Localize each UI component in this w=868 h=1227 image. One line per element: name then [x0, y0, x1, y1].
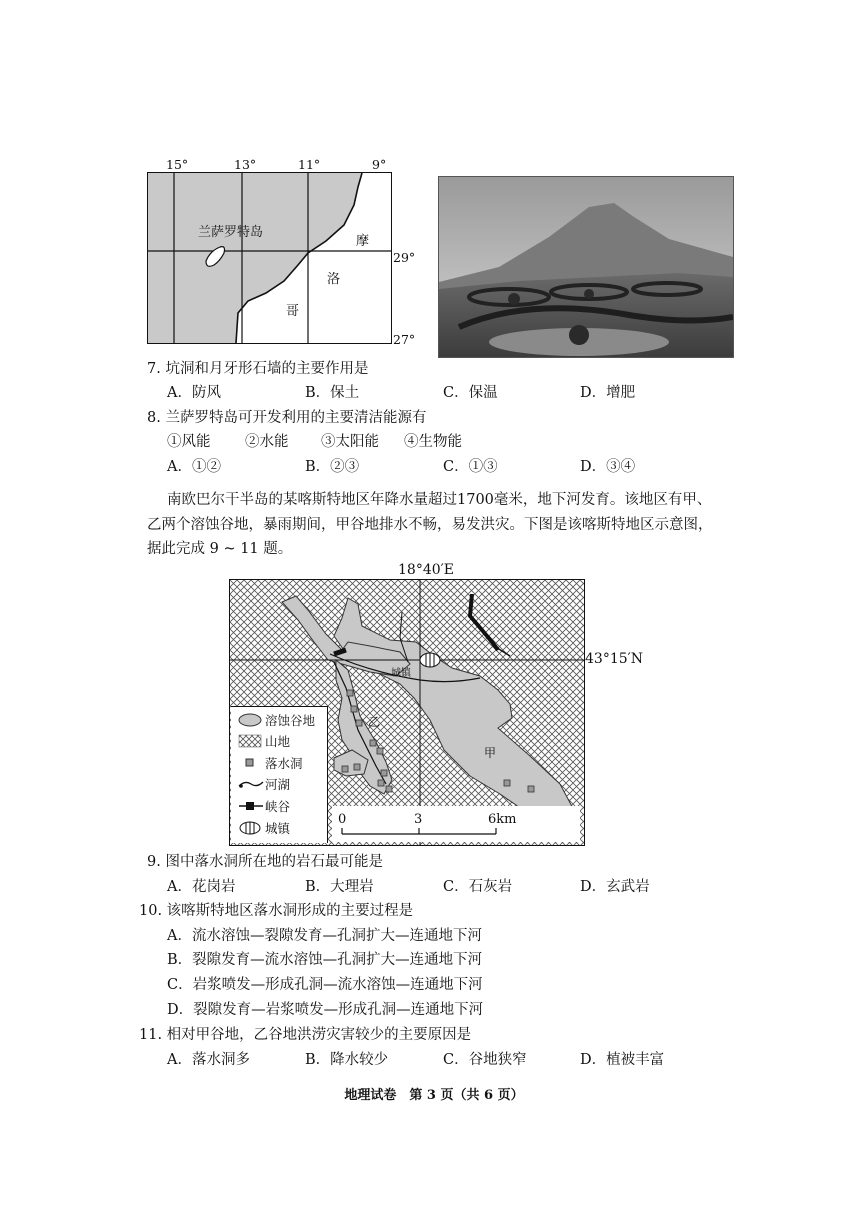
q11-option-b: B．降水较少: [305, 1052, 389, 1068]
q7-option-b: B．保土: [305, 385, 360, 401]
q10-option-b: B．裂隙发育—流水溶蚀—孔洞扩大—连通地下河: [167, 952, 483, 968]
country-char-3: 哥: [286, 304, 300, 319]
q8-option-c: C．①③: [443, 459, 498, 475]
map2-lat-label: 43°15′N: [585, 651, 644, 667]
page-footer: 地理试卷 第 3 页（共 6 页）: [344, 1088, 524, 1103]
legend-canyon: [237, 797, 290, 815]
lanzarote-island: [206, 247, 225, 267]
passage-line-1: 南欧巴尔干半岛的某喀斯特地区年降水量超过1700毫米，地下河发育。该地区有甲、: [167, 492, 712, 508]
q8-sub-1: ①风能: [167, 434, 211, 450]
legend-town: [237, 819, 290, 837]
legend-river-symbol: [237, 776, 265, 792]
q10-option-d: D．裂隙发育—岩浆喷发—形成孔洞—连通地下河: [167, 1002, 484, 1018]
q9-option-a: A．花岗岩: [167, 879, 236, 895]
question-11: [139, 1025, 471, 1045]
q10-number: 10.: [139, 903, 163, 919]
legend-mountain-symbol: [237, 733, 265, 749]
map2-lon-label: 18°40′E: [398, 562, 455, 578]
legend-town-symbol: [237, 820, 265, 836]
vineyard-photo-svg: [439, 177, 733, 357]
q7-option-c: C．保温: [443, 385, 498, 401]
legend-river-label: 河湖: [265, 777, 291, 792]
q8-option-b: B．②③: [305, 459, 360, 475]
legend-river: [237, 775, 290, 793]
q9-stem: 图中落水洞所在地的岩石最可能是: [165, 854, 383, 870]
q11-number: 11.: [139, 1027, 163, 1043]
passage-line-2: 乙两个溶蚀谷地，暴雨期间，甲谷地排水不畅，易发洪灾。下图是该喀斯特地区示意图，: [147, 517, 713, 533]
scale-0: 0: [338, 812, 347, 827]
legend-canyon-symbol: [237, 798, 265, 814]
passage-line-3: 据此完成 9 ~ 11 题。: [147, 541, 293, 557]
q10-option-c: C．岩浆喷发—形成孔洞—流水溶蚀—连通地下河: [167, 977, 483, 993]
question-7: [147, 359, 368, 379]
map1-lon-11: 11°: [298, 157, 321, 172]
country-char-2: 洛: [327, 272, 341, 287]
map1-lon-15: 15°: [166, 157, 189, 172]
legend-valley: [237, 711, 315, 729]
map1-lon-9: 9°: [372, 157, 387, 172]
lanzarote-map-svg: [148, 173, 391, 343]
q7-stem: 坑洞和月牙形石墙的主要作用是: [165, 361, 369, 377]
q10-option-a: A．流水溶蚀—裂隙发育—孔洞扩大—连通地下河: [167, 928, 482, 944]
q11-option-a: A．落水洞多: [167, 1052, 250, 1068]
scale-6km: 6km: [488, 812, 517, 827]
legend-valley-symbol: [237, 712, 265, 728]
town-label: 城镇: [391, 668, 411, 679]
q8-option-a: A．①②: [167, 459, 221, 475]
q10-stem: 该喀斯特地区落水洞形成的主要过程是: [166, 903, 414, 919]
q9-number: 9.: [147, 854, 161, 870]
q7-number: 7.: [147, 361, 161, 377]
map1-lat-27: 27°: [393, 332, 416, 347]
question-8: [147, 408, 426, 428]
q8-sub-3: ③太阳能: [321, 434, 379, 450]
valley-jia-label: 甲: [484, 746, 497, 760]
map1-lon-13: 13°: [234, 157, 257, 172]
q11-stem: 相对甲谷地，乙谷地洪涝灾害较少的主要原因是: [166, 1027, 472, 1043]
legend-valley-label: 溶蚀谷地: [265, 713, 316, 728]
q7-option-d: D．增肥: [580, 385, 636, 401]
q8-sub-2: ②水能: [245, 434, 289, 450]
legend-mountain: [237, 732, 290, 750]
q8-number: 8.: [147, 410, 161, 426]
legend-canyon-label: 峡谷: [265, 799, 291, 814]
q7-option-a: A．防风: [167, 385, 221, 401]
q11-option-d: D．植被丰富: [580, 1052, 665, 1068]
legend-town-label: 城镇: [265, 821, 291, 836]
country-char-1: 摩: [356, 234, 370, 249]
q9-option-c: C．石灰岩: [443, 879, 513, 895]
lanzarote-map: [147, 172, 392, 344]
map1-lat-29: 29°: [393, 250, 416, 265]
map2-legend: [231, 706, 328, 843]
vineyard-photo: [438, 176, 734, 358]
scale-bar-svg: [332, 806, 580, 842]
legend-mountain-label: 山地: [265, 734, 291, 749]
q8-sub-4: ④生物能: [404, 434, 462, 450]
q11-option-c: C．谷地狭窄: [443, 1052, 527, 1068]
scale-bar: [332, 806, 580, 842]
legend-sinkhole-symbol: [237, 755, 265, 771]
q8-stem: 兰萨罗特岛可开发利用的主要清洁能源有: [165, 410, 427, 426]
legend-sinkhole: [237, 754, 303, 772]
island-label: 兰萨罗特岛: [198, 225, 264, 240]
question-9: [147, 852, 383, 872]
q8-option-d: D．③④: [580, 459, 636, 475]
valley-yi-label: 乙: [368, 715, 381, 729]
question-10: [139, 901, 413, 921]
q9-option-d: D．玄武岩: [580, 879, 650, 895]
africa-land: [236, 173, 391, 343]
legend-sinkhole-label: 落水洞: [265, 756, 303, 771]
scale-3: 3: [414, 812, 423, 827]
q9-option-b: B．大理岩: [305, 879, 374, 895]
